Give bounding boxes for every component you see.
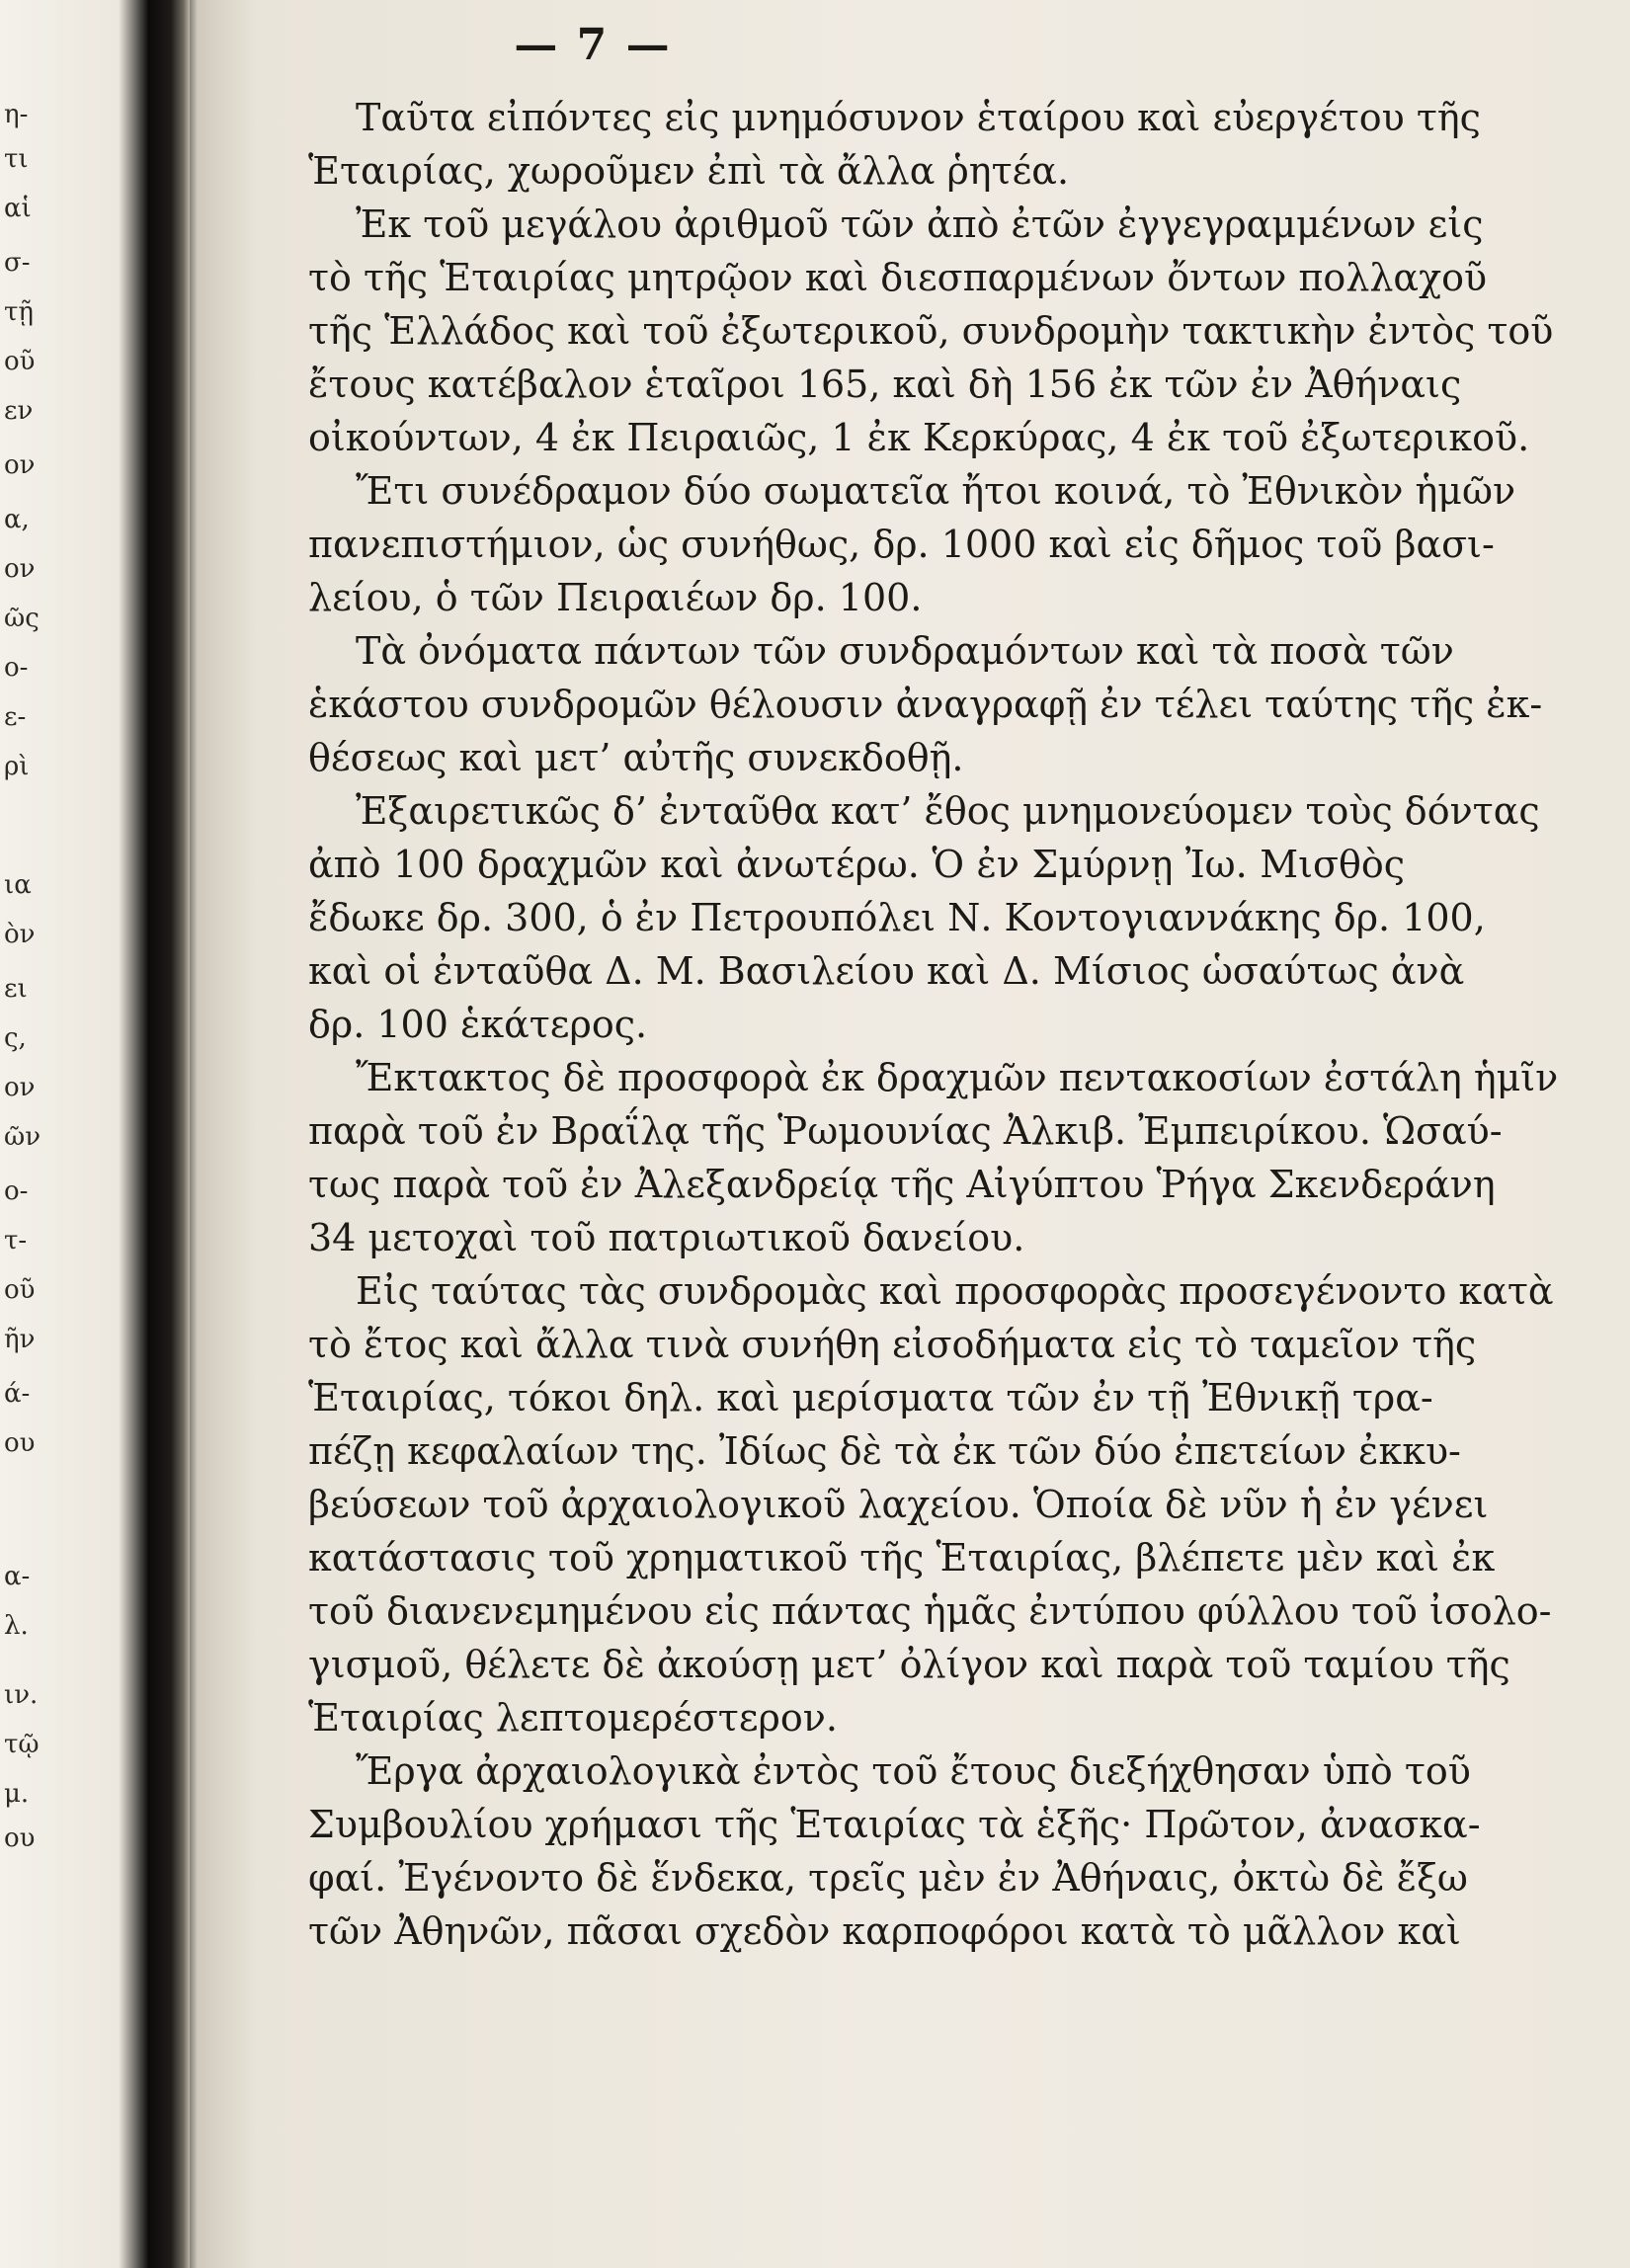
text-line: τως παρὰ τοῦ ἐν Ἀλεξανδρείᾳ τῆς Αἰγύπτου Ῥήγα Σκενδεράνη	[308, 1163, 1496, 1206]
facing-page-fragment: ιν.	[4, 1680, 39, 1710]
text-line: ἔτους κατέβαλον ἑταῖροι 165, καὶ δὴ 156 ἐκ τῶν ἐν Ἀθήναις	[308, 363, 1462, 406]
text-line: Εἰς ταύτας τὰς συνδρομὰς καὶ προσφορὰς προσεγένοντο κατὰ	[356, 1269, 1554, 1313]
text-line: Ἑταιρίας, τόκοι δηλ. καὶ μερίσματα τῶν ἐν τῇ Ἐθνικῇ τρα-	[308, 1376, 1433, 1419]
facing-page-fragment: ὸν	[4, 920, 36, 949]
text-line: Ἔτι συνέδραμον δύο σωματεῖα ἤτοι κοινά, τὸ Ἐθνικὸν ἡμῶν	[356, 469, 1516, 513]
text-line: Ἔκτακτος δὲ προσφορὰ ἐκ δραχμῶν πεντακοσίων ἐστάλη ἡμῖν	[356, 1056, 1559, 1099]
text-line: παρὰ τοῦ ἐν Βραΐλᾳ τῆς Ῥωμουνίας Ἀλκιβ. Ἐμπειρίκου. Ὡσαύ-	[308, 1109, 1503, 1153]
text-line: Τὰ ὀνόματα πάντων τῶν συνδραμόντων καὶ τὰ ποσὰ τῶν	[356, 629, 1454, 673]
facing-page-fragment: α-	[4, 1562, 31, 1591]
facing-page-fragment: οῦ	[4, 347, 36, 376]
facing-page-fragment: αἱ	[4, 194, 32, 223]
text-line: τοῦ διανενεμημένου εἰς πάντας ἡμᾶς ἐντύπου φύλλου τοῦ ἰσολο-	[308, 1589, 1552, 1633]
facing-page-fragment: ε-	[4, 702, 27, 732]
text-line: φαί. Ἐγένοντο δὲ ἕνδεκα, τρεῖς μὲν ἐν Ἀθήναις, ὀκτὼ δὲ ἔξω	[308, 1856, 1468, 1900]
text-line: τῆς Ἑλλάδος καὶ τοῦ ἐξωτερικοῦ, συνδρομὴν τακτικὴν ἐντὸς τοῦ	[308, 309, 1554, 353]
facing-page-fragment: ο-	[4, 653, 29, 683]
text-line: Ἑταιρίας λεπτομερέστερον.	[308, 1696, 838, 1740]
facing-page-fragment: ῶς	[4, 604, 40, 633]
text-line: πέζῃ κεφαλαίων της. Ἰδίως δὲ τὰ ἐκ τῶν δύο ἐπετείων ἐκκυ-	[308, 1429, 1461, 1473]
text-line: λείου, ὁ τῶν Πειραιέων δρ. 100.	[308, 576, 923, 619]
page-number: — 7 —	[514, 20, 672, 70]
facing-page-fragment: τῷ	[4, 1730, 40, 1759]
text-line: ἀπὸ 100 δραχμῶν καὶ ἀνωτέρω. Ὁ ἐν Σμύρνῃ Ἰω. Μισθὸς	[308, 843, 1405, 886]
facing-page-fragment: ον	[4, 1073, 36, 1102]
facing-page-fragment: η-	[4, 100, 29, 129]
text-line: τὸ τῆς Ἑταιρίας μητρῷον καὶ διεσπαρμένων ὄντων πολλαχοῦ	[308, 256, 1488, 299]
facing-page-fragment: μ.	[4, 1779, 30, 1809]
facing-page-fragment: τι	[4, 144, 29, 174]
facing-page-fragment: ῶν	[4, 1122, 41, 1152]
text-line: καὶ οἱ ἐνταῦθα Δ. Μ. Βασιλείου καὶ Δ. Μίσιος ὡσαύτως ἀνὰ	[308, 949, 1465, 993]
text-line: Ἐξαιρετικῶς δ’ ἐνταῦθα κατ’ ἔθος μνημονεύομεν τοὺς δόντας	[356, 789, 1540, 833]
text-line: Ἑταιρίας, χωροῦμεν ἐπὶ τὰ ἄλλα ῥητέα.	[308, 149, 1070, 193]
text-line: 34 μετοχαὶ τοῦ πατριωτικοῦ δανείου.	[308, 1216, 1025, 1259]
facing-page-fragment: ου	[4, 1428, 36, 1458]
facing-page-fragment: ς,	[4, 1023, 27, 1053]
facing-page-fragment: ια	[4, 870, 32, 900]
text-line: θέσεως καὶ μετ’ αὐτῆς συνεκδοθῇ.	[308, 736, 964, 779]
facing-page-fragment: λ.	[4, 1611, 29, 1641]
text-line: τὸ ἔτος καὶ ἄλλα τινὰ συνήθη εἰσοδήματα εἰς τὸ ταμεῖον τῆς	[308, 1323, 1477, 1366]
facing-page-fragment: εν	[4, 396, 34, 426]
text-line: τῶν Ἀθηνῶν, πᾶσαι σχεδὸν καρποφόροι κατὰ τὸ μᾶλλον καὶ	[308, 1909, 1461, 1953]
facing-page-fragment: ου	[4, 1823, 36, 1853]
text-line: Ἐκ τοῦ μεγάλου ἀριθμοῦ τῶν ἀπὸ ἐτῶν ἐγγεγραμμένων εἰς	[356, 202, 1484, 246]
facing-page-fragment: ον	[4, 450, 36, 480]
text-line: ἔδωκε δρ. 300, ὁ ἐν Πετρουπόλει Ν. Κοντογιαννάκης δρ. 100,	[308, 896, 1486, 939]
text-line: πανεπιστήμιον, ὡς συνήθως, δρ. 1000 καὶ εἰς δῆμος τοῦ βασι-	[308, 523, 1495, 566]
text-line: Ταῦτα εἰπόντες εἰς μνημόσυνον ἑταίρου καὶ εὐεργέτου τῆς	[356, 96, 1481, 139]
text-line: κατάστασις τοῦ χρηματικοῦ τῆς Ἑταιρίας, βλέπετε μὲν καὶ ἐκ	[308, 1536, 1496, 1580]
facing-page-fragment: ῆν	[4, 1325, 36, 1354]
facing-page-fragment: ο-	[4, 1176, 29, 1206]
facing-page-fragment: οῦ	[4, 1275, 36, 1305]
text-line: Συμβουλίου χρήμασι τῆς Ἑταιρίας τὰ ἑξῆς· Πρῶτον, ἀνασκα-	[308, 1803, 1481, 1846]
book-gutter	[148, 0, 190, 2268]
text-line: οἰκούντων, 4 ἐκ Πειραιῶς, 1 ἐκ Κερκύρας, 4 ἐκ τοῦ ἐξωτερικοῦ.	[308, 416, 1530, 459]
text-line: δρ. 100 ἑκάτερος.	[308, 1003, 648, 1046]
facing-page-fragment: ά-	[4, 1379, 31, 1409]
facing-page-fragment: α,	[4, 505, 30, 534]
text-line: Ἔργα ἀρχαιολογικὰ ἐντὸς τοῦ ἔτους διεξήχθησαν ὑπὸ τοῦ	[356, 1749, 1471, 1793]
text-line: γισμοῦ, θέλετε δὲ ἀκούσῃ μετ’ ὀλίγον καὶ παρὰ τοῦ ταμίου τῆς	[308, 1643, 1510, 1686]
text-line: βεύσεων τοῦ ἀρχαιολογικοῦ λαχείου. Ὁποία δὲ νῦν ἡ ἐν γένει	[308, 1483, 1489, 1526]
text-line: ἑκάστου συνδρομῶν θέλουσιν ἀναγραφῇ ἐν τέλει ταύτης τῆς ἐκ-	[308, 683, 1543, 726]
facing-page-fragment: ον	[4, 554, 36, 584]
facing-page-fragment: ρὶ	[4, 752, 30, 781]
facing-page-fragment: ει	[4, 974, 28, 1004]
facing-page-fragment: τ-	[4, 1226, 28, 1256]
facing-page-edge	[0, 99, 40, 2074]
facing-page-fragment: σ-	[4, 248, 31, 278]
facing-page-fragment: τῇ	[4, 297, 34, 327]
